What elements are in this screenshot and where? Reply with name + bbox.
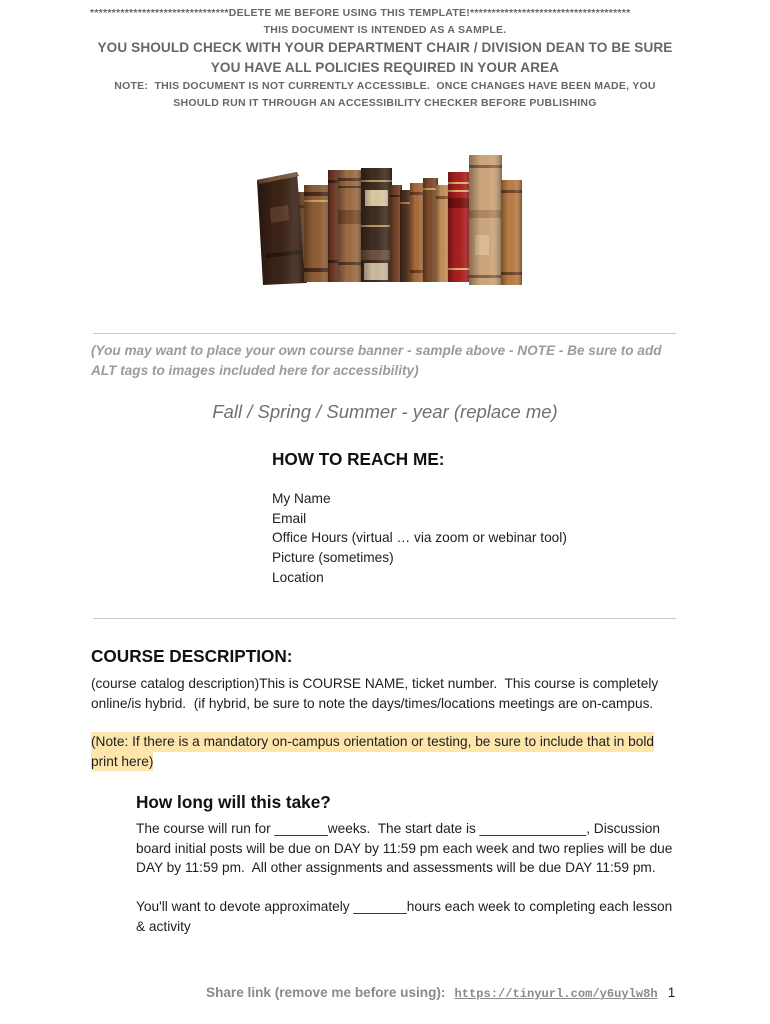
check-notice bbox=[0, 38, 770, 78]
paragraph-line: You'll want to devote approximately _______hours each week to completing each lesson bbox=[136, 899, 673, 914]
accessibility-note bbox=[0, 78, 770, 112]
sample-notice: THIS DOCUMENT IS INTENDED AS A SAMPLE. bbox=[263, 24, 507, 36]
highlighted-note bbox=[91, 732, 654, 771]
contact-item: Picture (sometimes) bbox=[272, 550, 394, 566]
paragraph-line: DAY by 11:59 pm. All other assignments and assessments will be due DAY 11:59 pm. bbox=[136, 860, 656, 875]
accessibility-note-line: NOTE: THIS DOCUMENT IS NOT CURRENTLY ACCESSIBLE. ONCE CHANGES HAVE BEEN MADE, YOU bbox=[114, 79, 656, 92]
banner-note bbox=[91, 341, 662, 381]
book-spine bbox=[257, 172, 305, 285]
course-description-heading: COURSE DESCRIPTION: bbox=[91, 646, 293, 666]
book-spine bbox=[304, 185, 331, 282]
check-notice-line: YOU SHOULD CHECK WITH YOUR DEPARTMENT CHAIR / DIVISION DEAN TO BE SURE bbox=[97, 40, 673, 55]
book-spine bbox=[469, 155, 502, 285]
paragraph-line: board initial posts will be due on DAY by 11:59 pm each week and two replies will be due bbox=[136, 840, 673, 856]
book-spine bbox=[423, 178, 438, 282]
accessibility-note-line: SHOULD RUN IT THROUGH AN ACCESSIBILITY CHECKER BEFORE PUBLISHING bbox=[173, 96, 597, 109]
term-line: Fall / Spring / Summer - year (replace me) bbox=[212, 401, 558, 422]
banner-note-line: (You may want to place your own course banner - sample above - NOTE - Be sure to add bbox=[91, 343, 662, 358]
contact-item: My Name bbox=[272, 491, 331, 506]
share-link-url[interactable]: https://tinyurl.com/y6uylw8h bbox=[454, 987, 658, 1001]
contact-item: Office Hours (virtual … via zoom or webinar tool) bbox=[272, 530, 567, 546]
horizontal-rule bbox=[93, 333, 676, 334]
delete-notice: ********************************DELETE ME BEFORE USING THIS TEMPLATE!************************************* bbox=[90, 7, 631, 19]
book-spine bbox=[501, 180, 522, 285]
book-spine bbox=[338, 170, 362, 282]
banner-note-line: ALT tags to images included here for accessibility) bbox=[91, 363, 419, 378]
contact-list bbox=[272, 489, 567, 588]
book-spine bbox=[328, 170, 339, 282]
contact-item: Location bbox=[272, 569, 324, 585]
paragraph-line: & activity bbox=[136, 918, 191, 934]
page-footer bbox=[206, 983, 675, 1003]
highlighted-note-line: (Note: If there is a mandatory on-campus orientation or testing, be sure to include that in bold bbox=[91, 732, 654, 752]
horizontal-rule bbox=[93, 618, 676, 619]
duration-heading: How long will this take? bbox=[136, 792, 331, 812]
highlighted-note-line: print here) bbox=[91, 752, 153, 772]
paragraph-line: online/is hybrid. (if hybrid, be sure to note the days/times/locations meetings are on-campus. bbox=[91, 695, 654, 711]
book-spine bbox=[436, 185, 450, 282]
contact-item: Email bbox=[272, 510, 307, 526]
share-link-label: Share link (remove me before using): bbox=[206, 985, 446, 1000]
effort-paragraph bbox=[136, 897, 672, 936]
paragraph-line: (course catalog description)This is COURSE NAME, ticket number. This course is completely bbox=[91, 676, 659, 691]
page-number: 1 bbox=[667, 985, 676, 1000]
schedule-paragraph bbox=[136, 819, 672, 878]
course-description-body bbox=[91, 674, 658, 713]
books-image bbox=[254, 150, 524, 290]
book-spine bbox=[448, 172, 471, 282]
contact-heading: HOW TO REACH ME: bbox=[272, 449, 445, 469]
book-spine bbox=[410, 183, 425, 282]
paragraph-line: The course will run for _______weeks. The start date is ______________, Discussion bbox=[136, 821, 660, 836]
check-notice-line: YOU HAVE ALL POLICIES REQUIRED IN YOUR AREA bbox=[210, 60, 560, 75]
book-spine bbox=[361, 168, 392, 282]
